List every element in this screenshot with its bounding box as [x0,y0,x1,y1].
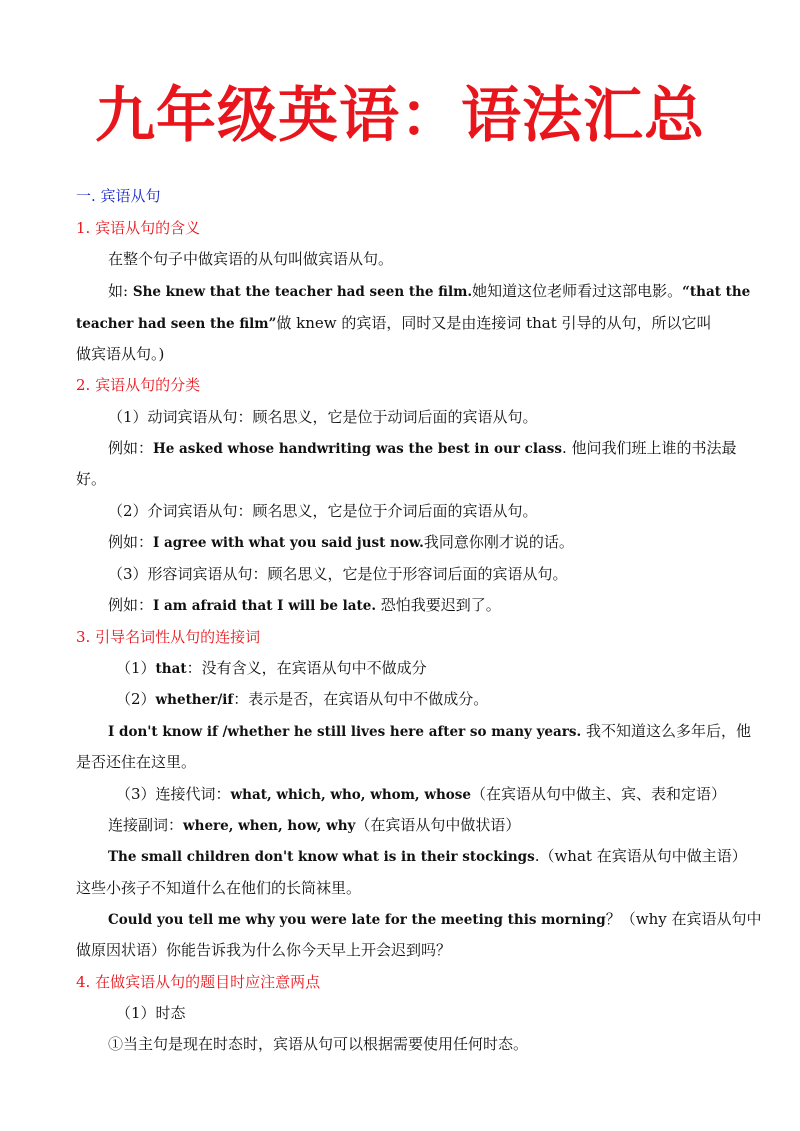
item-label: 连接副词： [108,816,184,834]
example-chinese: 她知道这位老师看过这部电影。 [472,282,683,300]
connector-item [108,815,758,836]
category-item: （2）介词宾语从句：顾名思义，它是位于介词后面的宾语从句。 [108,502,538,520]
subsection-heading: 2. 宾语从句的分类 [76,376,201,394]
example-line [108,721,751,742]
example-english: The small children don't know what is in their stockings [108,849,535,865]
example-prefix: 例如： [108,533,154,551]
example-chinese: . 他问我们班上谁的书法最 [561,439,737,457]
example-line: 这些小孩子不知道什么在他们的长筒袜里。 [76,879,362,897]
page-title: 九年级英语：语法汇总 [95,81,705,151]
example-line [108,532,758,553]
item-number: （2） [116,690,156,708]
example-line: 是否还住在这里。 [76,753,197,771]
example-line [108,438,737,459]
category-item: （1）动词宾语从句：顾名思义，它是位于动词后面的宾语从句。 [108,408,538,426]
tense-rule: ①当主句是现在时态时，宾语从句可以根据需要使用任何时态。 [108,1035,529,1053]
connector-description: ：表示是否，在宾语从句中不做成分。 [233,690,489,708]
example-prefix: 如: [108,282,133,300]
connector-item [116,784,766,805]
paragraph: 在整个句子中做宾语的从句叫做宾语从句。 [108,250,394,268]
connector-item [116,689,766,710]
example-english: teacher had seen the film” [76,316,277,332]
connector-item [116,658,766,679]
example-chinese: .（what 在宾语从句中做主语） [534,847,747,865]
item-number: （1） [116,659,156,677]
example-english: I don't know if /whether he still lives here after so many years. [108,724,582,740]
example-chinese: ？（why 在宾语从句中 [605,910,762,928]
example-english: I am afraid that I will be late. [153,598,377,614]
example-english: He asked whose handwriting was the best in our class [153,441,562,457]
example-chinese: 做 knew 的宾语，同时又是由连接词 that 引导的从句，所以它叫 [276,314,712,332]
example-english: I agree with what you said just now. [153,535,424,551]
example-line [76,313,726,334]
connector-description: ：没有含义，在宾语从句中不做成分 [186,659,427,677]
connector-description: （在宾语从句中做主、宾、表和定语） [470,785,726,803]
example-english: Could you tell me why you were late for the meeting this morning [108,912,606,928]
tense-item: （1）时态 [116,1004,186,1022]
example-prefix: 例如： [108,596,154,614]
example-line [108,281,751,302]
example-line [108,846,747,867]
example-prefix: 例如： [108,439,154,457]
example-english: She knew that the teacher had seen the film. [132,284,473,300]
example-chinese: 我同意你刚才说的话。 [423,533,574,551]
example-chinese: 我不知道这么多年后，他 [581,722,751,740]
connector-word: whether/if [155,692,234,708]
subsection-heading: 1. 宾语从句的含义 [76,219,201,237]
example-line [108,595,758,616]
connector-word: that [155,661,187,677]
section-heading: 一. 宾语从句 [76,187,161,205]
example-line: 做原因状语）你能告诉我为什么你今天早上开会迟到吗？ [76,941,452,959]
subsection-heading: 3. 引导名词性从句的连接词 [76,628,261,646]
connector-description: （在宾语从句中做状语） [355,816,521,834]
example-line: 做宾语从句。) [76,345,165,363]
connector-word: where, when, how, why [183,818,356,834]
category-item: （3）形容词宾语从句：顾名思义，它是位于形容词后面的宾语从句。 [108,565,568,583]
connector-word: what, which, who, whom, whose [230,787,471,803]
example-line [108,909,762,930]
example-chinese: 恐怕我要迟到了。 [376,596,501,614]
item-label: （3）连接代词： [116,785,231,803]
example-line: 好。 [76,470,107,488]
example-english: “that the [682,284,751,300]
subsection-heading: 4. 在做宾语从句的题目时应注意两点 [76,973,321,991]
